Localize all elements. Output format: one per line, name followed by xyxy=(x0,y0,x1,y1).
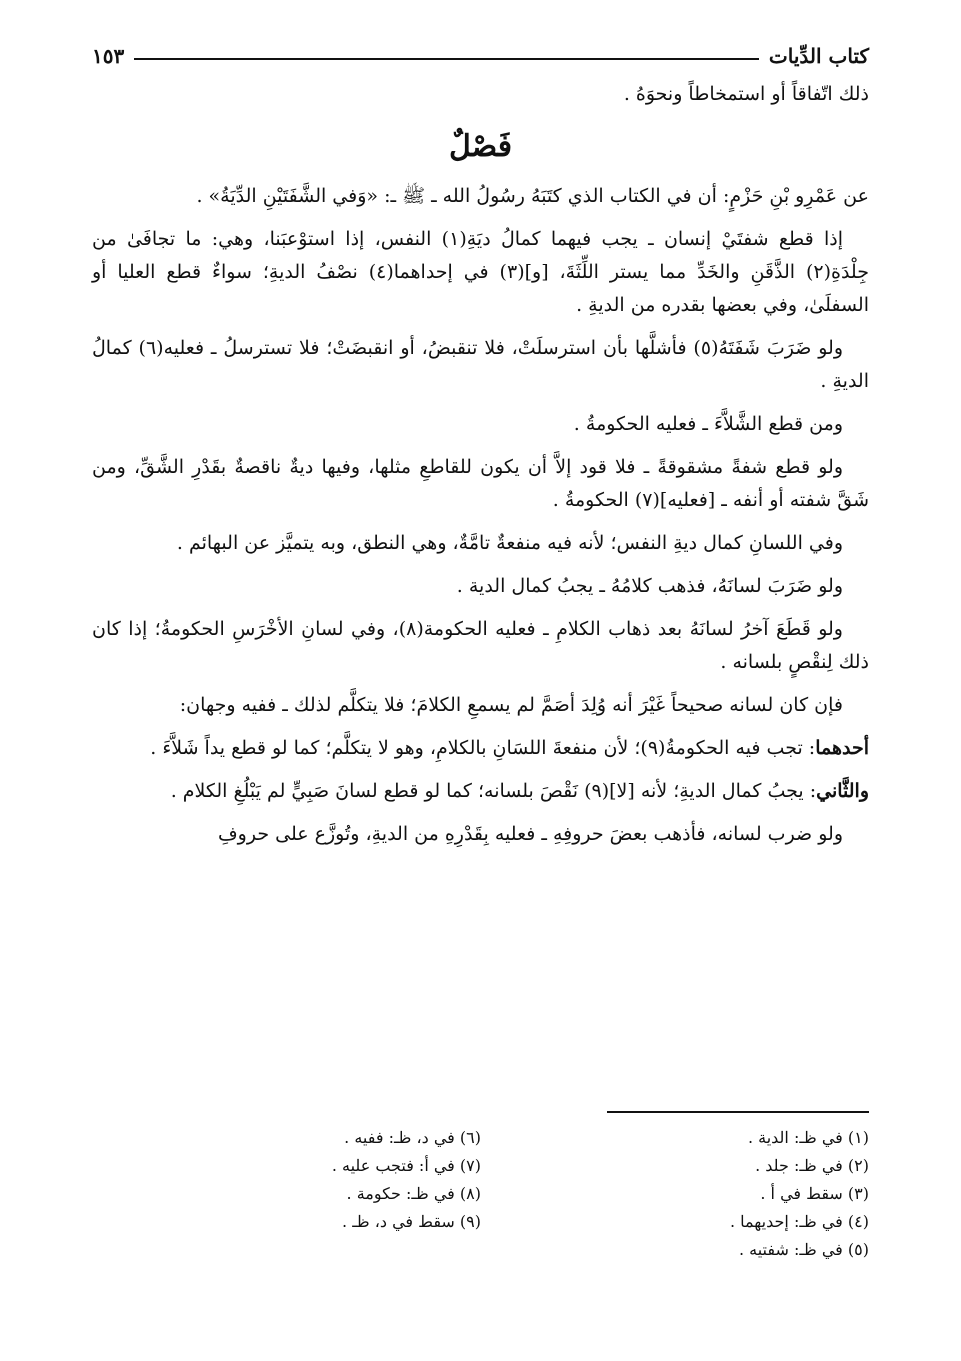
footnote-6: (٦) في د، ظـ: ففيه . xyxy=(344,1128,481,1147)
footnote-9: (٩) سقط في د، ظـ . xyxy=(342,1212,481,1231)
footnote-8: (٨) في ظـ: حكومة . xyxy=(346,1184,481,1203)
paragraph-split-lip: ولو قطع شفةً مشقوقةً ـ فلا قود إلاَّ أن يكون للقاطعِ مثلها، وفيها ديةٌ ناقصةٌ بقَدْرِ الشَّقِّ، ومن شَقَّ شفته أو أنفه ـ [فعليه](٧) الحكومةُ . xyxy=(92,456,869,511)
paragraph-hadith: عن عَمْرِو بْنِ حَزْمٍ: أن في الكتاب الذي كتَبَهُ رسُولُ الله ـ ﷺ ـ: «وَفي الشَّفَتَيْنِ الدِّيَةُ» . xyxy=(196,185,869,207)
paragraph-first-view xyxy=(92,732,869,765)
paragraph-continuation: ذلك اتّفاقاً أو استمخاطاً ونحوَهُ . xyxy=(623,83,869,105)
paragraph-deaf: فإن كان لسانه صحيحاً غَيْرَ أنه وُلِدَ أصَمَّ لم يسمعِ الكلامَ؛ فلا يتكلَّم لذلك ـ ففيه وجهان: xyxy=(179,694,843,716)
footnote-5: (٥) في ظـ: شفتيه . xyxy=(738,1240,869,1259)
footnote-3: (٣) سقط في أ . xyxy=(760,1184,869,1203)
first-view-text: : تجب فيه الحكومةُ(٩)؛ لأن منفعةَ اللسَانِ بالكلامِ، وهو لا يتكلَّم؛ كما لو قطع يداً شَلاَّءَ . xyxy=(150,737,816,759)
first-view-label: أحدهما xyxy=(815,737,869,759)
footnote-column-left xyxy=(93,1124,481,1264)
footnote-column-right xyxy=(481,1124,869,1264)
paragraph-second-view xyxy=(92,775,869,808)
paragraph-letters: ولو ضرب لسانه، فأذهب بعضَ حروفِهِ ـ فعليه بِقَدْرِهِ من الديةِ، وتُوزَّع على حروفِ xyxy=(217,823,843,845)
footnote-4: (٤) في ظـ: إحديهما . xyxy=(730,1212,869,1231)
footnotes xyxy=(92,1124,869,1264)
page-number: ١٥٣ xyxy=(92,44,125,68)
footnote-1: (١) في ظـ: الدية . xyxy=(747,1128,869,1147)
second-view-text: : يجبُ كمال الديةِ؛ لأنه [لا](٩) نَقْصَ بلسانه؛ كما لو قطع لسانَ صَبِيٍّ لم يَبْلُغِ الكلام . xyxy=(170,780,817,802)
paragraph-speech-loss: ولو ضَرَبَ لسانَهُ، فذهب كلامُهُ ـ يجبُ كمال الدية . xyxy=(456,575,843,597)
paragraph-tongue: وفي اللسانِ كمال ديةِ النفس؛ لأنه فيه منفعةٌ تامَّةٌ، وهي النطق، وبه يتميَّز عن البهائم . xyxy=(176,532,843,554)
book-title: كتاب الدِّيات xyxy=(768,44,869,68)
paragraph-paralysis: ولو ضَرَبَ شَفَتَهُ(٥) فأشلَّها بأن استرسلَتْ، فلا تنقبضُ، أو انقبضَتْ؛ فلا تسترسلُ ـ فعليه(٦) كمالُ الديةِ . xyxy=(92,337,869,392)
paragraph-lips: إذا قطع شفتَيْ إنسان ـ يجب فيهما كمالُ ديَةِ(١) النفس، إذا استوْعبَنا، وهي: ما تجافَىٰ من جِلْدَةِ(٢) الذَّقَنِ والخَدِّ مما يستر اللِّثَةَ، [و](٣) في إحداهما(٤) نصْفُ الديةِ؛ سواءٌ قطع العليا أو السفلَىٰ، وفي بعضها بقدره من الديةِ . xyxy=(92,228,869,316)
footnote-rule xyxy=(607,1111,869,1113)
running-header xyxy=(92,38,869,68)
footnote-2: (٢) في ظـ: جلد . xyxy=(755,1156,869,1175)
header-rule xyxy=(134,58,759,60)
page-body xyxy=(92,78,869,851)
paragraph-paralyzed-lip: ومن قطع الشَّلاَّءَ ـ فعليه الحكومةُ . xyxy=(573,413,843,435)
paragraph-mute: ولو قَطَعَ آخرُ لسانَهُ بعد ذهاب الكلامِ ـ فعليه الحكومة(٨)، وفي لسانِ الأخْرَسِ الحكومةُ؛ إذا كان ذلك لِنقْصٍ بلسانه . xyxy=(92,618,869,673)
section-title: فَصْلٌ xyxy=(448,129,513,164)
footnote-7: (٧) في أ: فتجب عليه . xyxy=(331,1156,481,1175)
second-view-label: والثَّاني xyxy=(816,780,869,802)
